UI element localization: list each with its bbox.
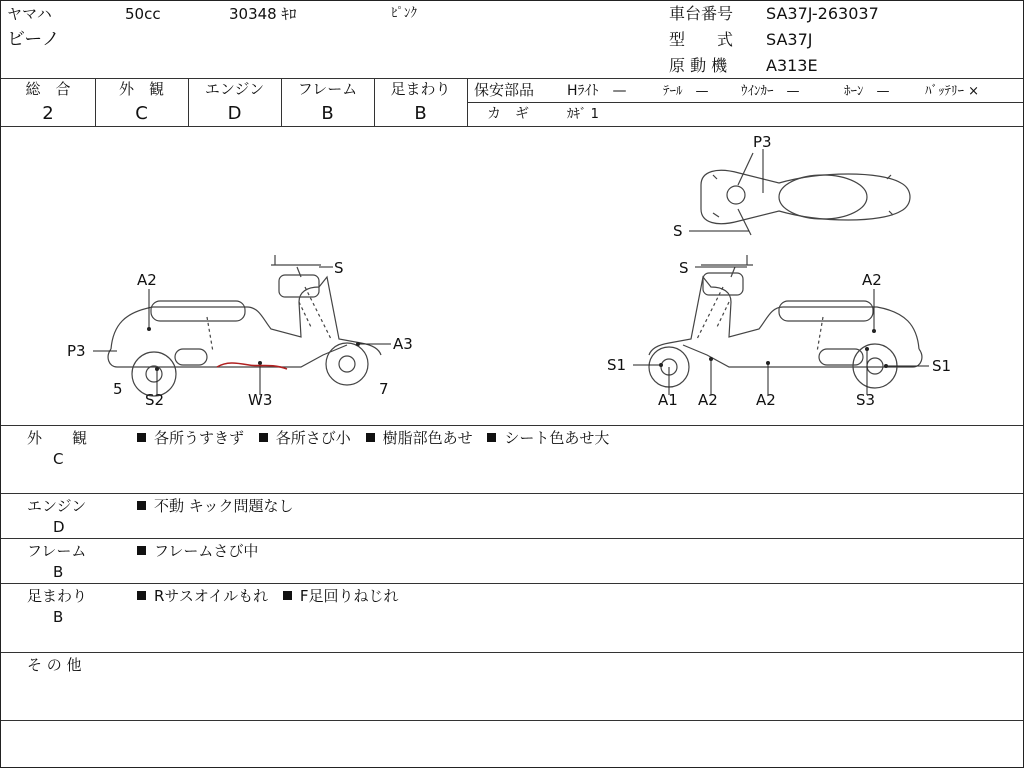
remark-exterior-grade: C (53, 450, 64, 468)
damage-diagram (1, 127, 1023, 425)
label-s-left: S (334, 259, 344, 277)
label-p3-top: P3 (753, 133, 772, 151)
label-s1-right-left: S1 (607, 356, 627, 374)
mileage: 30348 ｷﾛ (229, 5, 297, 23)
label-a2-right-top: A2 (862, 271, 882, 289)
handlebar (271, 255, 321, 277)
label-5-left: 5 (113, 380, 123, 398)
remark-item: 各所うすきず (154, 429, 245, 447)
remark-frame-grade: B (53, 563, 64, 581)
remark-suspension-grade: B (53, 608, 64, 626)
remark-item: フレームさび中 (154, 542, 259, 560)
divider (1, 493, 1023, 494)
divider (1, 583, 1023, 584)
remark-suspension-label: 足まわり (27, 587, 88, 605)
body-color: ﾋﾟﾝｸ (391, 6, 417, 21)
remark-suspension-items (137, 589, 409, 604)
label-s1-right-right: S1 (932, 357, 952, 375)
remark-item: F足回りねじれ (299, 587, 399, 605)
divider (1, 652, 1023, 653)
remark-other-label: そ の 他 (27, 656, 82, 674)
label-p3-left: P3 (67, 342, 86, 360)
remark-exterior-items (137, 431, 619, 446)
model-name: ビーノ (7, 29, 60, 50)
grade-exterior-label: 外 観 (118, 80, 164, 98)
headlight-status: Hﾗｲﾄ — (567, 83, 627, 99)
handlebar (701, 255, 753, 277)
model-code: SA37J (766, 30, 813, 49)
key-label: カ ギ (487, 106, 529, 122)
remark-frame-items (137, 544, 268, 559)
label-w3-left: W3 (248, 391, 273, 409)
remark-exterior-label: 外 観 (27, 429, 88, 447)
remark-engine-grade: D (53, 518, 65, 536)
damage-mark-w3 (217, 363, 287, 369)
label-a1-right: A1 (658, 391, 678, 409)
taillight-status: ﾃｰﾙ — (663, 84, 709, 99)
grade-exterior-value: C (135, 103, 148, 124)
grade-frame-value: B (321, 103, 334, 124)
remark-item: 各所さび小 (275, 429, 351, 447)
front-wheel (326, 343, 368, 385)
grade-frame-label: フレーム (297, 80, 358, 98)
label-a2-right-low: A2 (756, 391, 776, 409)
divider (1, 720, 1023, 721)
grade-overall-value: 2 (42, 103, 54, 124)
remark-item: 不動 キック問題なし (154, 497, 294, 515)
seat-top (779, 175, 867, 219)
engine-code-label: 原 動 機 (669, 56, 728, 75)
divider (1, 78, 1023, 79)
model-code-label: 型 式 (669, 30, 734, 49)
label-a3-left: A3 (393, 335, 413, 353)
remark-engine-items (137, 499, 303, 514)
bullet (283, 591, 292, 600)
divider (467, 102, 1023, 103)
bullet (137, 591, 146, 600)
remark-item: 樹脂部色あせ (382, 429, 473, 447)
bullet (259, 433, 268, 442)
muffler (175, 349, 207, 365)
frame-number: SA37J-263037 (766, 4, 879, 23)
key-value: ｶｷﾞ 1 (567, 107, 599, 122)
displacement: 50cc (125, 5, 161, 23)
scooter-top-view (701, 153, 910, 235)
bullet (487, 433, 496, 442)
grade-overall-label: 総 合 (25, 80, 71, 98)
horn-status: ﾎｰﾝ — (844, 84, 890, 99)
maker: ヤマハ (7, 5, 52, 23)
bullet (137, 433, 146, 442)
seat (151, 301, 245, 321)
remark-item: Rサスオイルもれ (154, 587, 269, 605)
rear-wheel (132, 352, 176, 396)
label-a2-right-mid: A2 (698, 391, 718, 409)
muffler (819, 349, 863, 365)
grade-engine-value: D (227, 103, 242, 124)
label-s2-left: S2 (145, 391, 165, 409)
remark-engine-label: エンジン (27, 497, 87, 515)
battery-status: ﾊﾞｯﾃﾘｰ × (925, 84, 980, 99)
grade-engine-label: エンジン (204, 80, 265, 98)
label-s-top: S (673, 222, 683, 240)
frame-number-label: 車台番号 (669, 4, 734, 23)
bullet (137, 501, 146, 510)
engine-code: A313E (766, 56, 818, 75)
label-s-right: S (679, 259, 689, 277)
label-s3-right: S3 (856, 391, 876, 409)
grade-suspension-value: B (414, 103, 427, 124)
label-a2-left: A2 (137, 271, 157, 289)
seat (779, 301, 873, 321)
divider (1, 538, 1023, 539)
divider (467, 78, 468, 126)
divider (1, 425, 1023, 426)
bullet (137, 546, 146, 555)
winker-status: ｳｲﾝｶｰ — (741, 84, 800, 99)
safety-parts-label: 保安部品 (474, 81, 535, 99)
label-7-left: 7 (379, 380, 389, 398)
grade-suspension-label: 足まわり (390, 80, 451, 98)
bullet (366, 433, 375, 442)
headlight-cover (279, 275, 319, 297)
remark-item: シート色あせ大 (504, 429, 610, 447)
remark-frame-label: フレーム (27, 542, 87, 560)
